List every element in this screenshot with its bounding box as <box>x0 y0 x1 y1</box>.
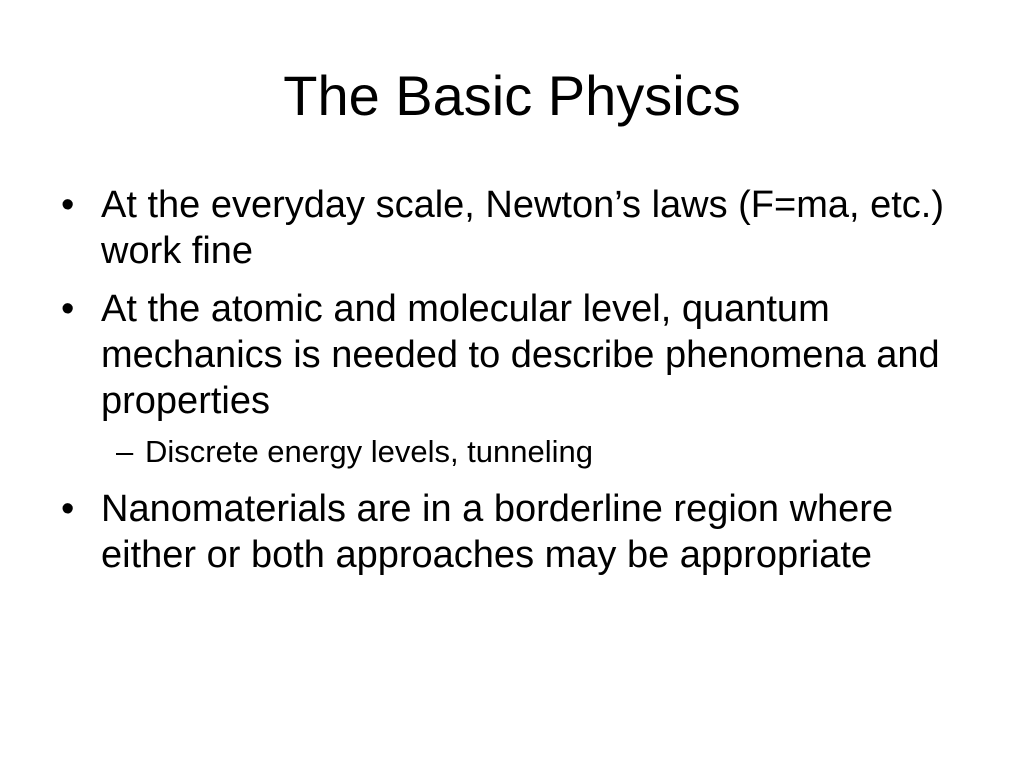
bullet-marker: • <box>61 288 75 330</box>
bullet-text: Nanomaterials are in a borderline region where either or both approaches may be appropriate <box>101 488 894 576</box>
bullet-text: At the atomic and molecular level, quantum mechanics is needed to describe phenomena and properties <box>101 288 940 422</box>
bullet-marker: • <box>61 184 75 226</box>
slide-title: The Basic Physics <box>283 64 741 127</box>
bullet-text: At the everyday scale, Newton’s laws (F=ma, etc.) work fine <box>101 184 945 272</box>
bullet-marker: • <box>61 488 75 530</box>
bullet-item <box>55 182 975 274</box>
sub-bullet-text: Discrete energy levels, tunneling <box>145 434 594 469</box>
sub-bullet-marker: – <box>116 434 134 469</box>
bullet-item <box>55 286 975 424</box>
sub-bullet-item <box>55 432 975 472</box>
bullet-item <box>55 486 975 578</box>
slide-body <box>55 182 975 590</box>
